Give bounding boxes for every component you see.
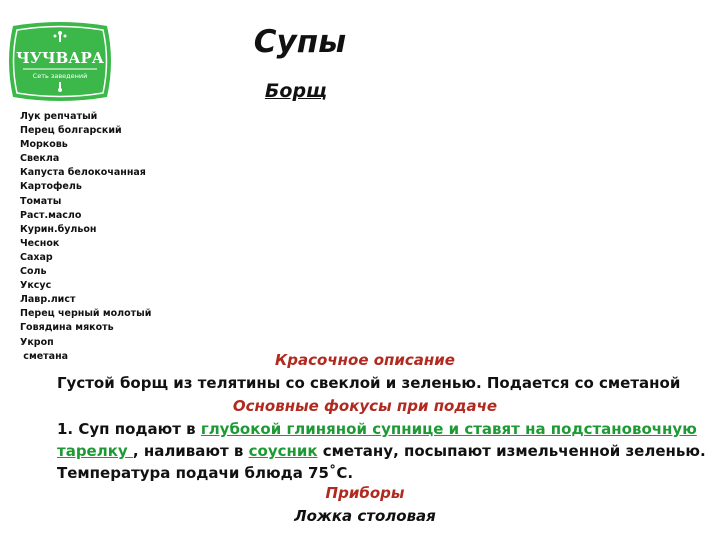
ingredient-item: сметана <box>20 350 69 362</box>
ingredient-item: Сахар <box>20 251 53 263</box>
serving-line-1 <box>57 420 697 438</box>
serving-mid: , наливают в <box>132 442 249 460</box>
ingredient-item: Свекла <box>20 153 60 165</box>
ingredient-item: Укроп <box>20 336 54 348</box>
sauce-boat-link[interactable]: соусник <box>248 442 318 460</box>
ingredient-item: Лук репчатый <box>20 111 98 122</box>
ingredient-list <box>20 110 151 364</box>
ingredient-item: Лавр.лист <box>20 294 76 306</box>
plate-link[interactable]: тарелку <box>57 442 133 460</box>
tureen-link[interactable]: глубокой глиняной супнице и ставят на подстановочную <box>200 420 697 438</box>
ingredient-item: Морковь <box>20 139 68 151</box>
ingredient-item: Чеснок <box>20 237 60 249</box>
svg-text:ЧУЧВАРА: ЧУЧВАРА <box>16 49 104 67</box>
ingredient-item: Перец черный молотый <box>20 308 152 320</box>
page-title: Супы <box>253 24 347 60</box>
ingredient-item: Курин.бульон <box>20 223 97 235</box>
ingredient-item: Уксус <box>20 280 52 292</box>
dish-name: Борщ <box>264 80 328 102</box>
description-text: Густой борщ из телятины со свеклой и зеленью. Подается со сметаной <box>57 374 681 392</box>
utensils-heading: Приборы <box>325 484 405 502</box>
ingredient-item: Томаты <box>20 195 62 207</box>
ingredient-item: Говядина мякоть <box>20 322 114 334</box>
description-heading: Красочное описание <box>275 351 455 369</box>
serving-suffix: сметану, посыпают измельченной зеленью. <box>317 442 706 460</box>
serving-prefix: 1. Суп подают в <box>57 420 201 438</box>
serving-heading: Основные фокусы при подаче <box>232 397 498 415</box>
ingredient-item: Картофель <box>20 181 82 193</box>
svg-text:Сеть заведений: Сеть заведений <box>32 72 88 80</box>
serving-line-2 <box>57 442 706 460</box>
ingredient-item: Соль <box>20 266 47 278</box>
ingredient-item: Капуста белокочанная <box>20 167 146 179</box>
ingredient-item: Раст.масло <box>20 209 82 221</box>
serving-line-3: Температура подачи блюда 75˚С. <box>57 464 354 482</box>
ingredient-item: Перец болгарский <box>20 125 122 137</box>
utensils-item: Ложка столовая <box>294 507 436 525</box>
